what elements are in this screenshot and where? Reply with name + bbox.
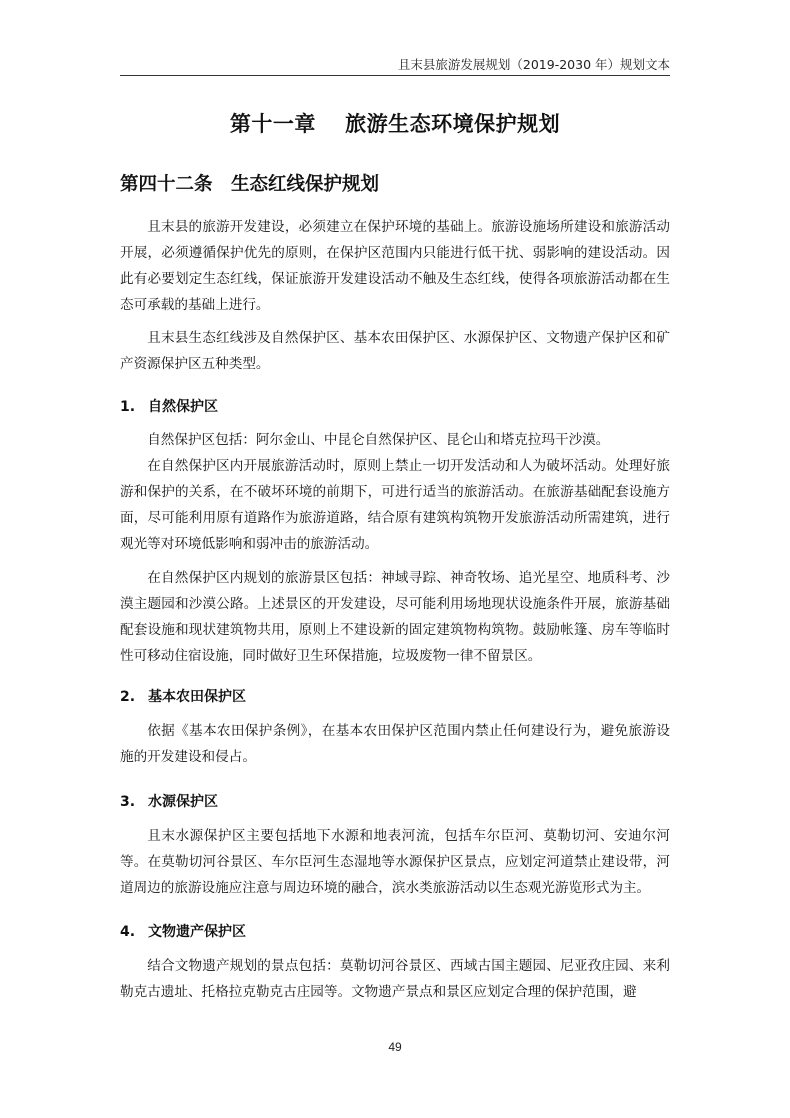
intro-paragraph-1: 且末县的旅游开发建设，必须建立在保护环境的基础上。旅游设施场所建设和旅游活动开展，必须遵循保护优先的原则，在保护区范围内只能进行低干扰、弱影响的建设活动。因此有必要划定生态红线，保证旅游开发建设活动不触及生态红线，使得各项旅游活动都在生态可承载的基础上进行。 bbox=[120, 219, 670, 313]
section-1-paragraph-3: 在自然保护区内规划的旅游景区包括：神域寻踪、神奇牧场、追光星空、地质科考、沙漠主题园和沙漠公路。上述景区的开发建设，尽可能利用场地现状设施条件开展，旅游基础配套设施和现状建筑物共用，原则上不建设新的固定建筑物构筑物。鼓励帐篷、房车等临时性可移动住宿设施，同时做好卫生环保措施，垃圾废物一律不留景区。 bbox=[120, 570, 670, 664]
section-title: 基本农田保护区 bbox=[148, 689, 246, 705]
section-heading-2 bbox=[120, 686, 246, 706]
section-3-paragraph-1: 且末水源保护区主要包括地下水源和地表河流，包括车尔臣河、莫勒切河、安迪尔河等。在莫勒切河谷景区、车尔臣河生态湿地等水源保护区景点，应划定河道禁止建设带，河道周边的旅游设施应注意与周边环境的融合，滨水类旅游活动以生态观光游览形式为主。 bbox=[120, 828, 670, 896]
section-number: 3. bbox=[120, 794, 136, 810]
section-1-paragraph-1: 自然保护区包括：阿尔金山、中昆仑自然保护区、昆仑山和塔克拉玛干沙漠。 bbox=[147, 432, 610, 448]
section-title: 文物遗产保护区 bbox=[148, 924, 246, 940]
intro-paragraph-2: 且末县生态红线涉及自然保护区、基本农田保护区、水源保护区、文物遗产保护区和矿产资源保护区五种类型。 bbox=[120, 330, 670, 372]
section-number: 1. bbox=[120, 399, 136, 415]
section-heading-3 bbox=[120, 791, 218, 811]
chapter-title: 第十一章 旅游生态环境保护规划 bbox=[229, 112, 561, 136]
header-rule bbox=[120, 75, 670, 76]
section-number: 4. bbox=[120, 924, 136, 940]
section-number: 2. bbox=[120, 689, 136, 705]
section-title: 水源保护区 bbox=[148, 794, 218, 810]
section-heading-4 bbox=[120, 921, 246, 941]
section-heading-1 bbox=[120, 396, 218, 416]
section-title: 自然保护区 bbox=[148, 399, 218, 415]
section-2-paragraph-1: 依据《基本农田保护条例》，在基本农田保护区范围内禁止任何建设行为，避免旅游设施的开发建设和侵占。 bbox=[120, 723, 670, 765]
article-title: 第四十二条 生态红线保护规划 bbox=[120, 174, 380, 195]
section-4-paragraph-1: 结合文物遗产规划的景点包括：莫勒切河谷景区、西域古国主题园、尼亚孜庄园、来利勒克古遗址、托格拉克勒克古庄园等。文物遗产景点和景区应划定合理的保护范围，避 bbox=[120, 958, 670, 1000]
page-number: 49 bbox=[388, 1040, 402, 1054]
running-header: 且末县旅游发展规划（2019-2030 年）规划文本 bbox=[397, 57, 670, 72]
section-1-paragraph-2: 在自然保护区内开展旅游活动时，原则上禁止一切开发活动和人为破坏活动。处理好旅游和保护的关系，在不破坏环境的前期下，可进行适当的旅游活动。在旅游基础配套设施方面，尽可能利用原有道路作为旅游道路，结合原有建筑构筑物开发旅游活动所需建筑，进行观光等对环境低影响和弱冲击的旅游活动。 bbox=[120, 458, 670, 552]
